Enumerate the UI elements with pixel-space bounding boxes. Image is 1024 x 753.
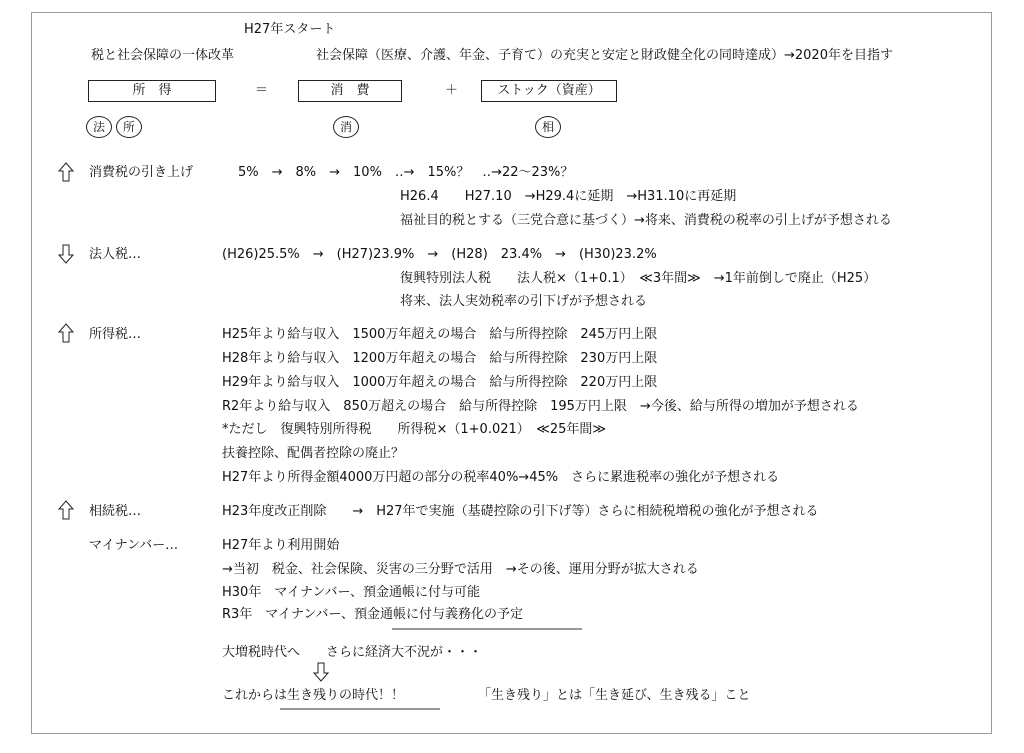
- income-tax-line-7: H27年より所得金額4000万円超の部分の税率40%→45% さらに累進税率の強化が予想される: [222, 470, 780, 485]
- income-tax-line-2: H28年より給与収入 1200万年超えの場合 給与所得控除 230万円上限: [222, 351, 658, 366]
- circle-consumption: 消: [333, 116, 359, 138]
- my-number-line-3: H30年 マイナンバー、預金通帳に付与可能: [222, 585, 480, 600]
- up-arrow-icon: [58, 500, 74, 520]
- consumption-tax-dates: H26.4 H27.10 →H29.4に延期 →H31.10に再延期: [400, 189, 737, 204]
- income-tax-line-6: 扶養控除、配偶者控除の廃止？: [222, 446, 405, 461]
- my-number-line-1: H27年より利用開始: [222, 538, 340, 553]
- my-number-line-4: R3年 マイナンバー、預金通帳に付与義務化の予定: [222, 607, 523, 622]
- circle-place: 所: [116, 116, 142, 138]
- plus-sign: ＋: [445, 83, 459, 98]
- inheritance-tax-label: 相続税…: [89, 504, 142, 519]
- my-number-label: マイナンバー…: [89, 538, 179, 553]
- underline: [280, 708, 440, 710]
- document-frame: [31, 12, 992, 734]
- start-label: H27年スタート: [244, 22, 336, 37]
- reform-title: 税と社会保障の一体改革: [91, 48, 235, 63]
- underline: [392, 628, 582, 630]
- income-tax-line-3: H29年より給与収入 1000万年超えの場合 給与所得控除 220万円上限: [222, 375, 658, 390]
- consumption-tax-label: 消費税の引き上げ: [89, 165, 194, 180]
- consumption-box: 消 費: [298, 80, 402, 102]
- income-tax-line-1: H25年より給与収入 1500万年超えの場合 給与所得控除 245万円上限: [222, 327, 658, 342]
- corporate-tax-reconstruction: 復興特別法人税 法人税×（1+0.1） ≪3年間≫ →1年前倒しで廃止（H25）: [400, 271, 877, 286]
- my-number-line-2: →当初 税金、社会保険、災害の三分野で活用 →その後、運用分野が拡大される: [222, 562, 699, 577]
- inheritance-tax-line-1: H23年度改正削除 → H27年で実施（基礎控除の引下げ等）さらに相続税増税の強化が予想される: [222, 504, 819, 519]
- income-tax-line-4: R2年より給与収入 850万超えの場合 給与所得控除 195万円上限 →今後、給与所得の増加が予想される: [222, 399, 859, 414]
- reform-goal: 社会保障（医療、介護、年金、子育て）の充実と安定と財政健全化の同時達成）→2020年を目指す: [316, 48, 893, 63]
- circle-law: 法: [86, 116, 112, 138]
- down-arrow-icon: [58, 244, 74, 264]
- equals-sign: ＝: [255, 83, 269, 98]
- up-arrow-icon: [58, 162, 74, 182]
- stock-box: ストック（資産）: [481, 80, 617, 102]
- corporate-tax-label: 法人税…: [89, 247, 142, 262]
- down-arrow-icon: [313, 662, 329, 682]
- consumption-tax-rates: 5% → 8% → 10% ‥→ 15%？ ‥→22～23%？: [238, 165, 574, 180]
- conclusion-line-3: 「生き残り」とは「生き延び、生き残る」こと: [478, 688, 751, 703]
- conclusion-line-2: これからは生き残りの時代！！: [222, 688, 405, 703]
- income-tax-line-5: *ただし 復興特別所得税 所得税×（1+0.021） ≪25年間≫: [222, 422, 607, 437]
- conclusion-line-1: 大増税時代へ さらに経済大不況が・・・: [222, 645, 483, 660]
- circle-inherit: 相: [535, 116, 561, 138]
- up-arrow-icon: [58, 323, 74, 343]
- corporate-tax-note: 将来、法人実効税率の引下げが予想される: [400, 294, 648, 309]
- corporate-tax-rates: (H26)25.5% → (H27)23.9% → (H28) 23.4% → (H30)23.2%: [222, 247, 657, 262]
- consumption-tax-note: 福祉目的税とする（三党合意に基づく）→将来、消費税の税率の引上げが予想される: [400, 213, 892, 228]
- income-tax-label: 所得税…: [89, 327, 142, 342]
- income-box: 所 得: [88, 80, 216, 102]
